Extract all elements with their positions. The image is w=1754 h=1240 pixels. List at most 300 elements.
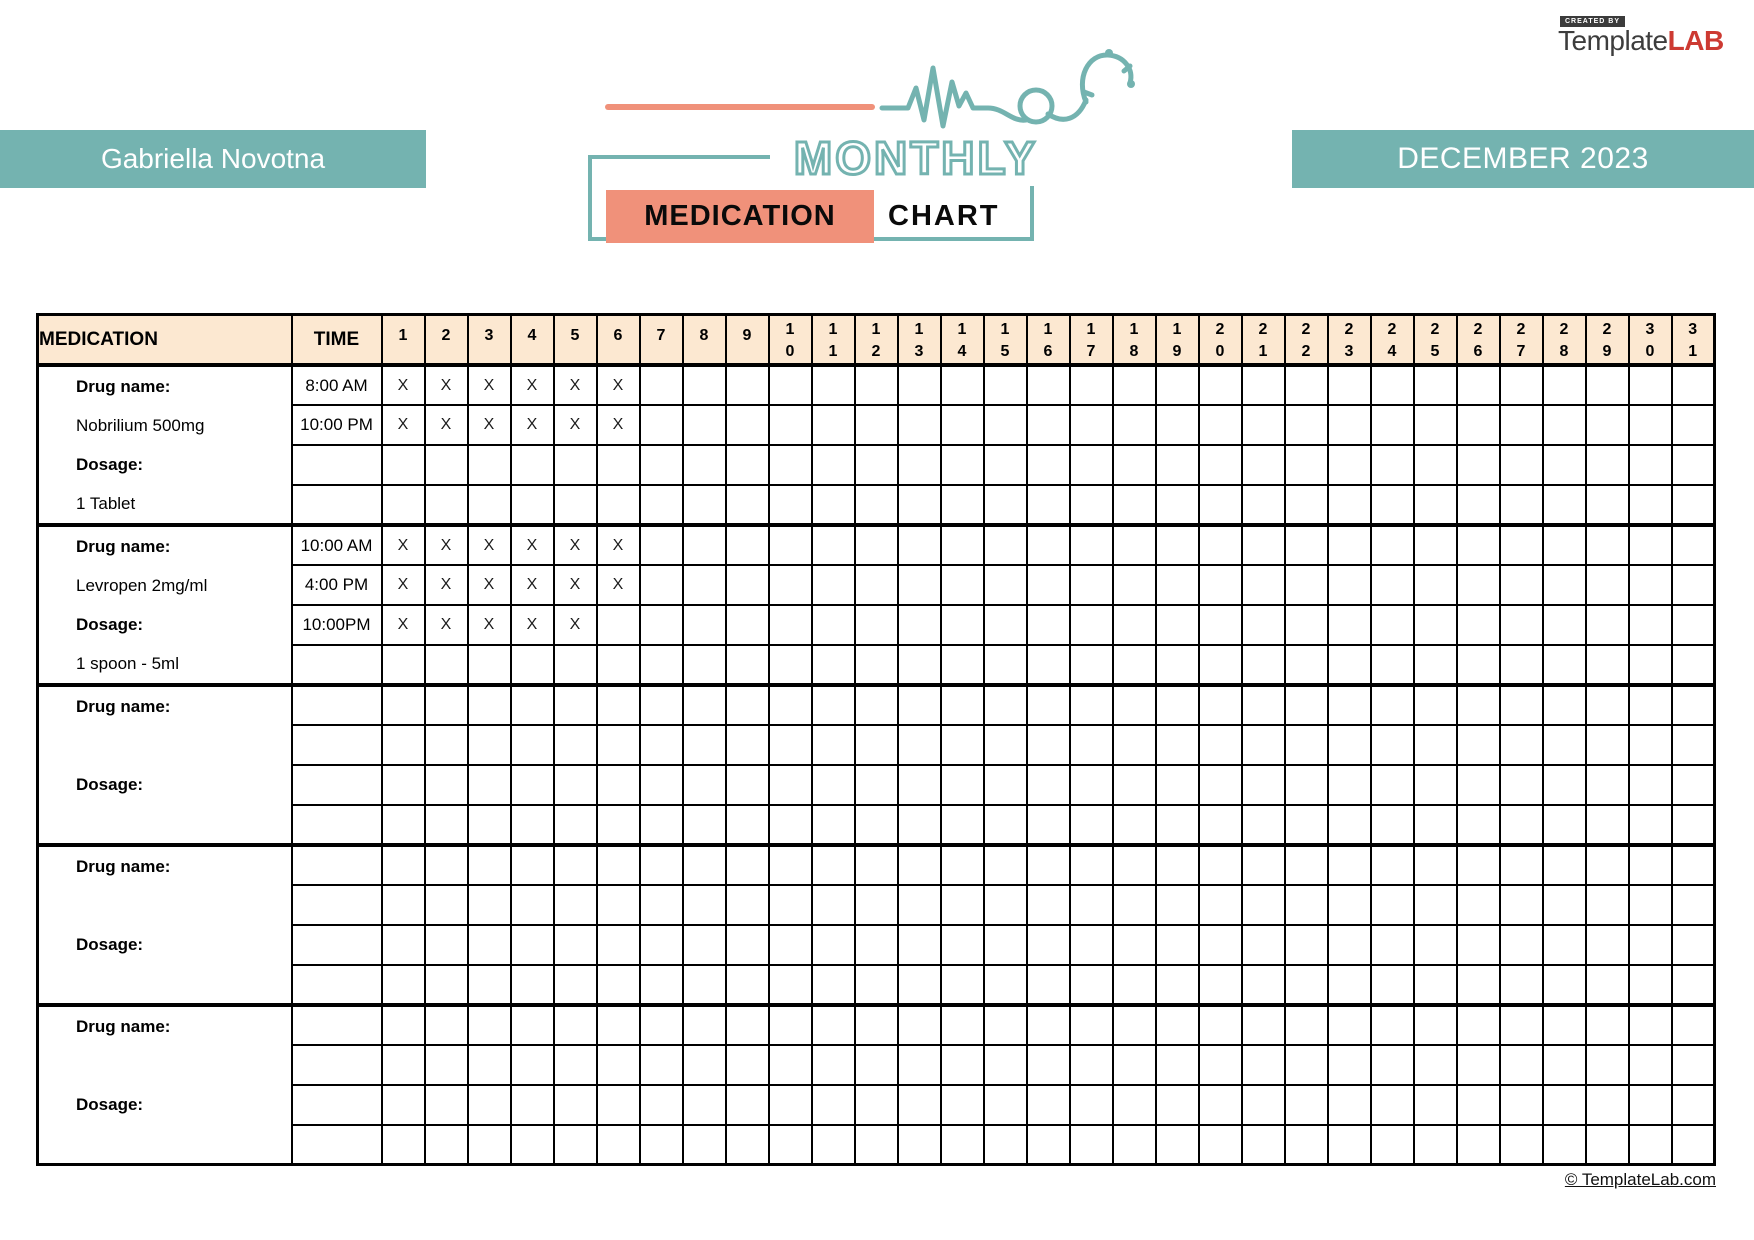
- day-cell: [812, 525, 855, 565]
- day-cell: [554, 885, 597, 925]
- day-cell: [1070, 965, 1113, 1005]
- day-header: 12: [855, 315, 898, 366]
- day-cell: [1457, 405, 1500, 445]
- med-line: [39, 1046, 291, 1085]
- day-cell: [1500, 845, 1543, 885]
- day-cell: [1414, 1045, 1457, 1085]
- day-cell: [1371, 1125, 1414, 1165]
- day-cell: [1242, 565, 1285, 605]
- day-cell: [1672, 885, 1715, 925]
- day-cell: [1457, 365, 1500, 405]
- day-cell: [941, 565, 984, 605]
- day-header: 19: [1156, 315, 1199, 366]
- day-cell: [1156, 565, 1199, 605]
- day-cell: [1070, 725, 1113, 765]
- time-cell: [292, 805, 382, 845]
- day-cell: [382, 1005, 425, 1045]
- day-cell: [726, 365, 769, 405]
- time-cell: [292, 645, 382, 685]
- day-cell: [984, 645, 1027, 685]
- day-cell: [683, 1125, 726, 1165]
- day-cell: [1070, 445, 1113, 485]
- day-cell: [1500, 645, 1543, 685]
- day-header: 5: [554, 315, 597, 366]
- day-header: 21: [1242, 315, 1285, 366]
- day-cell: [1027, 445, 1070, 485]
- day-cell: [1113, 805, 1156, 845]
- day-cell: [1156, 1085, 1199, 1125]
- day-cell: [1629, 925, 1672, 965]
- day-cell: [941, 645, 984, 685]
- day-cell: [1672, 365, 1715, 405]
- day-cell: [726, 1005, 769, 1045]
- day-cell: [984, 525, 1027, 565]
- day-cell: [425, 845, 468, 885]
- day-cell: [1586, 765, 1629, 805]
- day-cell: [898, 725, 941, 765]
- day-cell: [1543, 525, 1586, 565]
- day-cell: [511, 805, 554, 845]
- day-cell: [1543, 845, 1586, 885]
- day-cell: [812, 485, 855, 525]
- day-cell: [1242, 525, 1285, 565]
- day-header: 27: [1500, 315, 1543, 366]
- day-cell: [425, 805, 468, 845]
- day-cell: [898, 805, 941, 845]
- day-cell: [425, 1085, 468, 1125]
- day-cell: [1328, 525, 1371, 565]
- day-cell: [1113, 765, 1156, 805]
- day-cell: [1371, 925, 1414, 965]
- day-cell: [1543, 965, 1586, 1005]
- day-cell: [855, 525, 898, 565]
- day-cell: [726, 1125, 769, 1165]
- day-cell: [1027, 965, 1070, 1005]
- med-line: Drug name:: [76, 376, 171, 396]
- day-cell: [1457, 765, 1500, 805]
- day-cell: [812, 885, 855, 925]
- day-cell: [425, 765, 468, 805]
- day-cell: [640, 1005, 683, 1045]
- day-cell: [1027, 885, 1070, 925]
- day-cell: [1156, 845, 1199, 885]
- day-cell: [1027, 685, 1070, 725]
- day-cell: [683, 885, 726, 925]
- day-cell: [726, 805, 769, 845]
- day-cell: X: [382, 525, 425, 565]
- day-cell: [1070, 1125, 1113, 1165]
- day-cell: [1156, 445, 1199, 485]
- day-cell: [511, 685, 554, 725]
- day-cell: [1199, 685, 1242, 725]
- day-cell: [511, 485, 554, 525]
- day-cell: [1543, 685, 1586, 725]
- day-cell: [597, 485, 640, 525]
- day-cell: [941, 405, 984, 445]
- day-cell: [984, 1005, 1027, 1045]
- day-cell: [511, 885, 554, 925]
- day-cell: [683, 405, 726, 445]
- day-cell: [1414, 925, 1457, 965]
- day-cell: [1242, 725, 1285, 765]
- day-cell: [382, 485, 425, 525]
- day-cell: [1199, 405, 1242, 445]
- day-cell: [683, 805, 726, 845]
- day-cell: [1672, 965, 1715, 1005]
- day-cell: [683, 1045, 726, 1085]
- day-cell: [425, 1005, 468, 1045]
- day-cell: [1070, 365, 1113, 405]
- day-cell: [1457, 805, 1500, 845]
- day-cell: [984, 1045, 1027, 1085]
- day-cell: [425, 1045, 468, 1085]
- day-cell: [1457, 685, 1500, 725]
- day-cell: [941, 445, 984, 485]
- day-cell: [1457, 645, 1500, 685]
- day-header: 8: [683, 315, 726, 366]
- day-cell: [1371, 685, 1414, 725]
- day-cell: X: [597, 365, 640, 405]
- day-cell: [1328, 685, 1371, 725]
- day-cell: [1199, 365, 1242, 405]
- medication-table: [36, 313, 1716, 1166]
- day-cell: [640, 565, 683, 605]
- day-cell: [1629, 725, 1672, 765]
- day-cell: [984, 485, 1027, 525]
- day-header: 30: [1629, 315, 1672, 366]
- day-cell: [468, 1125, 511, 1165]
- day-cell: [1500, 405, 1543, 445]
- templatelab-footer-link[interactable]: © TemplateLab.com: [1564, 1170, 1716, 1189]
- day-cell: [1500, 685, 1543, 725]
- day-cell: [1199, 845, 1242, 885]
- day-cell: [1371, 965, 1414, 1005]
- day-cell: [1457, 845, 1500, 885]
- day-cell: [726, 1045, 769, 1085]
- med-line: Nobrilium 500mg: [76, 415, 205, 435]
- day-cell: [1242, 405, 1285, 445]
- day-cell: [1113, 1045, 1156, 1085]
- day-header: 31: [1672, 315, 1715, 366]
- created-by-label: CREATED BY: [1560, 16, 1625, 27]
- day-cell: [683, 485, 726, 525]
- time-cell: [292, 485, 382, 525]
- day-cell: X: [597, 405, 640, 445]
- day-cell: [1027, 845, 1070, 885]
- day-cell: [1070, 1005, 1113, 1045]
- day-cell: [1500, 1005, 1543, 1045]
- day-cell: [1414, 885, 1457, 925]
- day-cell: [1242, 685, 1285, 725]
- day-cell: X: [554, 605, 597, 645]
- day-cell: [984, 685, 1027, 725]
- day-cell: [597, 1125, 640, 1165]
- day-cell: [468, 885, 511, 925]
- day-cell: [941, 805, 984, 845]
- day-cell: [1328, 605, 1371, 645]
- day-cell: [425, 1125, 468, 1165]
- day-cell: [1543, 1125, 1586, 1165]
- day-cell: [1629, 485, 1672, 525]
- day-cell: [726, 525, 769, 565]
- time-cell: 10:00PM: [292, 605, 382, 645]
- day-cell: [1027, 365, 1070, 405]
- templatelab-logo: [1558, 10, 1728, 54]
- logo-text-lab: LAB: [1667, 25, 1724, 56]
- day-cell: [1156, 1005, 1199, 1045]
- day-header: 4: [511, 315, 554, 366]
- day-cell: [1500, 445, 1543, 485]
- day-cell: [1285, 765, 1328, 805]
- day-header: 16: [1027, 315, 1070, 366]
- day-cell: [1586, 885, 1629, 925]
- day-cell: X: [425, 405, 468, 445]
- day-cell: [511, 725, 554, 765]
- day-cell: [1500, 1085, 1543, 1125]
- day-cell: [1457, 605, 1500, 645]
- day-cell: X: [425, 605, 468, 645]
- day-cell: [1629, 405, 1672, 445]
- day-cell: [1586, 525, 1629, 565]
- day-cell: [769, 885, 812, 925]
- day-cell: [1586, 1045, 1629, 1085]
- med-line: [39, 726, 291, 765]
- day-cell: [812, 445, 855, 485]
- day-cell: [769, 445, 812, 485]
- day-cell: [855, 565, 898, 605]
- time-cell: [292, 1125, 382, 1165]
- day-cell: [1414, 365, 1457, 405]
- day-cell: [1371, 1045, 1414, 1085]
- day-cell: [640, 845, 683, 885]
- day-cell: [1414, 765, 1457, 805]
- day-cell: [1242, 445, 1285, 485]
- day-cell: [554, 1005, 597, 1045]
- day-cell: [898, 485, 941, 525]
- day-cell: [382, 765, 425, 805]
- day-cell: [554, 1045, 597, 1085]
- day-cell: [554, 805, 597, 845]
- day-cell: [1457, 965, 1500, 1005]
- day-cell: [1371, 765, 1414, 805]
- day-cell: [812, 405, 855, 445]
- day-cell: [554, 445, 597, 485]
- day-cell: [640, 1085, 683, 1125]
- day-cell: [597, 445, 640, 485]
- med-line: [39, 1124, 291, 1163]
- day-cell: [1586, 1085, 1629, 1125]
- logo-text-template: Template: [1558, 25, 1668, 56]
- day-cell: [683, 1005, 726, 1045]
- day-cell: [1027, 765, 1070, 805]
- day-cell: [984, 1125, 1027, 1165]
- day-cell: [1629, 685, 1672, 725]
- med-cell: [38, 525, 292, 685]
- medication-block: [38, 1005, 1715, 1165]
- day-cell: [769, 485, 812, 525]
- day-cell: [1500, 885, 1543, 925]
- day-cell: [425, 965, 468, 1005]
- day-cell: [769, 605, 812, 645]
- day-cell: [554, 765, 597, 805]
- day-cell: [769, 565, 812, 605]
- day-cell: [1414, 605, 1457, 645]
- day-cell: [855, 445, 898, 485]
- title-monthly: MONTHLY: [770, 130, 1062, 186]
- day-cell: X: [468, 405, 511, 445]
- day-cell: [1113, 925, 1156, 965]
- med-line: [39, 886, 291, 925]
- medication-column-header: MEDICATION: [38, 315, 292, 366]
- day-cell: [1586, 445, 1629, 485]
- day-cell: [941, 1125, 984, 1165]
- medication-block: [38, 365, 1715, 525]
- day-cell: [1242, 765, 1285, 805]
- day-cell: [1457, 525, 1500, 565]
- day-cell: [1113, 845, 1156, 885]
- day-cell: [1070, 605, 1113, 645]
- day-cell: [1285, 565, 1328, 605]
- day-cell: [1328, 1045, 1371, 1085]
- day-cell: [898, 645, 941, 685]
- day-cell: [683, 605, 726, 645]
- day-cell: [726, 565, 769, 605]
- day-cell: [1113, 485, 1156, 525]
- day-cell: [855, 845, 898, 885]
- day-cell: [1500, 605, 1543, 645]
- day-cell: [1457, 725, 1500, 765]
- day-cell: [425, 645, 468, 685]
- day-cell: [511, 1005, 554, 1045]
- day-cell: [640, 645, 683, 685]
- day-cell: [1070, 645, 1113, 685]
- day-cell: [855, 365, 898, 405]
- logo-wordmark: [1558, 25, 1728, 56]
- day-cell: [1629, 645, 1672, 685]
- day-cell: [1027, 1045, 1070, 1085]
- day-cell: [1285, 605, 1328, 645]
- time-cell: [292, 965, 382, 1005]
- day-cell: [769, 645, 812, 685]
- day-cell: [1414, 405, 1457, 445]
- med-line: Dosage:: [76, 1094, 144, 1114]
- day-cell: [1113, 1085, 1156, 1125]
- day-cell: X: [554, 405, 597, 445]
- day-cell: [855, 485, 898, 525]
- day-cell: [726, 925, 769, 965]
- day-header: 1: [382, 315, 425, 366]
- coral-accent-line: [605, 104, 875, 110]
- day-cell: [1457, 1005, 1500, 1045]
- day-header: 28: [1543, 315, 1586, 366]
- day-cell: [1543, 565, 1586, 605]
- day-cell: [941, 765, 984, 805]
- day-cell: [898, 405, 941, 445]
- day-cell: [812, 805, 855, 845]
- day-cell: [1199, 1045, 1242, 1085]
- day-cell: [855, 605, 898, 645]
- day-header: 24: [1371, 315, 1414, 366]
- med-line: Dosage:: [76, 454, 144, 474]
- day-cell: X: [425, 365, 468, 405]
- day-cell: [640, 805, 683, 845]
- day-cell: [597, 1005, 640, 1045]
- day-cell: [1328, 645, 1371, 685]
- day-cell: [1113, 645, 1156, 685]
- day-cell: [554, 1085, 597, 1125]
- day-cell: X: [511, 605, 554, 645]
- day-header: 7: [640, 315, 683, 366]
- day-cell: X: [468, 365, 511, 405]
- day-cell: [1629, 845, 1672, 885]
- day-cell: [511, 1125, 554, 1165]
- day-cell: [984, 845, 1027, 885]
- day-cell: [898, 685, 941, 725]
- day-cell: [1285, 445, 1328, 485]
- day-cell: [812, 1125, 855, 1165]
- day-cell: [1242, 645, 1285, 685]
- day-cell: [1199, 1125, 1242, 1165]
- day-cell: [1328, 765, 1371, 805]
- day-cell: [1629, 965, 1672, 1005]
- day-cell: [855, 925, 898, 965]
- day-cell: [1242, 845, 1285, 885]
- day-cell: [769, 525, 812, 565]
- day-cell: [1629, 765, 1672, 805]
- time-column-header: TIME: [292, 315, 382, 366]
- day-cell: [1027, 525, 1070, 565]
- day-cell: X: [597, 565, 640, 605]
- day-cell: [1199, 565, 1242, 605]
- day-cell: [1199, 725, 1242, 765]
- day-cell: [726, 685, 769, 725]
- day-cell: [1070, 885, 1113, 925]
- time-cell: [292, 845, 382, 885]
- day-cell: [1285, 845, 1328, 885]
- day-cell: [1285, 645, 1328, 685]
- day-cell: [554, 725, 597, 765]
- day-cell: X: [511, 565, 554, 605]
- day-cell: [941, 1045, 984, 1085]
- day-cell: [425, 685, 468, 725]
- day-cell: [984, 405, 1027, 445]
- day-cell: [1156, 925, 1199, 965]
- medication-block: [38, 685, 1715, 845]
- day-cell: [1543, 1005, 1586, 1045]
- day-cell: [683, 565, 726, 605]
- day-cell: [898, 565, 941, 605]
- day-cell: [683, 445, 726, 485]
- day-cell: [855, 405, 898, 445]
- day-cell: [511, 445, 554, 485]
- day-cell: [855, 1085, 898, 1125]
- day-cell: [1629, 885, 1672, 925]
- day-cell: [468, 1085, 511, 1125]
- day-cell: [1500, 485, 1543, 525]
- day-cell: [1242, 1085, 1285, 1125]
- day-cell: [640, 605, 683, 645]
- day-cell: [726, 645, 769, 685]
- day-cell: [1156, 965, 1199, 1005]
- day-cell: [769, 365, 812, 405]
- day-cell: [855, 645, 898, 685]
- day-cell: [984, 765, 1027, 805]
- day-cell: [1672, 765, 1715, 805]
- day-cell: [382, 1085, 425, 1125]
- day-cell: [769, 1125, 812, 1165]
- day-cell: [941, 685, 984, 725]
- day-cell: [597, 605, 640, 645]
